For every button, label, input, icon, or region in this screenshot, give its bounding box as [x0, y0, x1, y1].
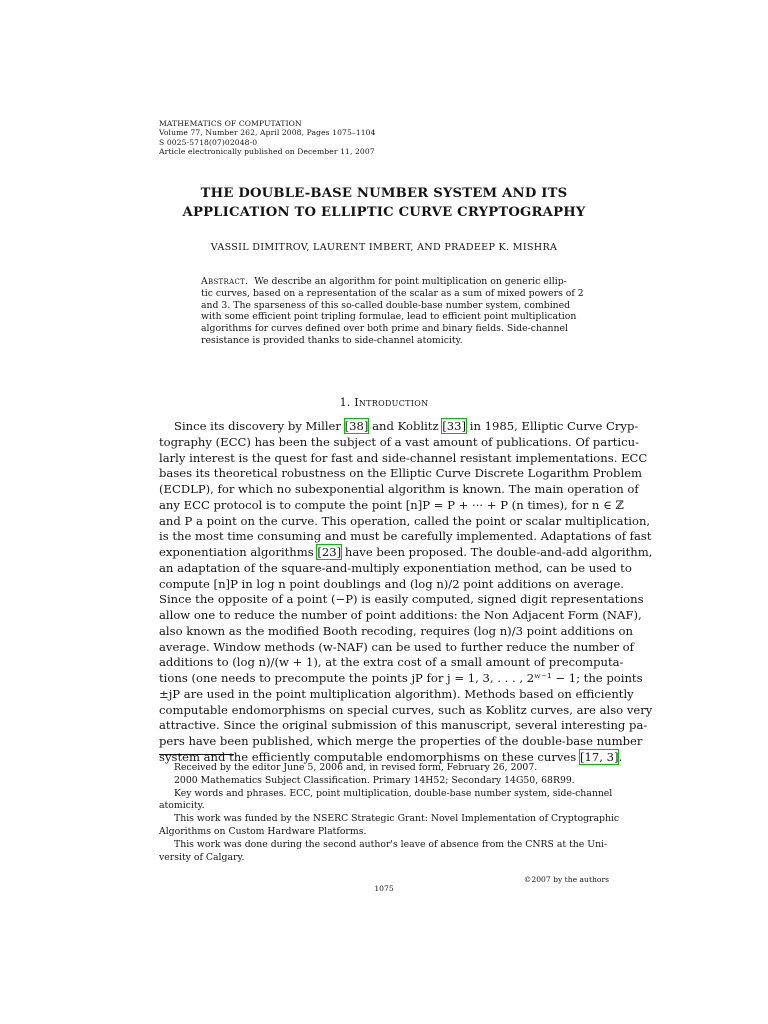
body-text-segment: bases its theoretical robustness on the Elliptic Curve Discrete Logarithm Problem [159, 466, 643, 481]
journal-published: Article electronically published on December 11, 2007 [159, 147, 375, 157]
body-text-segment: larly interest is the quest for fast and side-channel resistant implementations. ECC [159, 450, 648, 465]
section-heading [120, 396, 648, 409]
body-line [159, 671, 643, 687]
footnotes [159, 762, 620, 864]
body-text-segment: ±jP are used in the point multiplication algorithm). Methods based on efficiently [159, 686, 634, 701]
body-text-segment: computable endomorphisms on special curves, such as Koblitz curves, are also very [159, 702, 653, 717]
footnote-funding: This work was funded by the NSERC Strategic Grant: Novel Implementation of Cryptographic [174, 813, 620, 825]
journal-name: MATHEMATICS OF COMPUTATION [159, 119, 302, 128]
body-line [159, 639, 634, 656]
body-text-segment: pers have been published, which merge the properties of the double-base number [159, 734, 643, 748]
page-number: 1075 [374, 884, 394, 893]
body-line [159, 545, 653, 561]
body-line [159, 560, 632, 577]
footnote-funding-cont: Algorithms on Custom Hardware Platforms. [159, 825, 367, 837]
introduction-body [159, 419, 653, 766]
body-text-segment: tions (one needs to precompute the points jP for j = 1, 3, . . . , 2ʷ⁻¹ − 1; the points [159, 671, 643, 685]
footnote-divider [159, 754, 234, 755]
body-text-segment: is the most time consuming and must be carefully implemented. Adaptations of fast [159, 529, 652, 544]
abstract-line: tic curves, based on a representation of the scalar as a sum of mixed powers of 2 [201, 287, 584, 299]
body-text-segment: . [618, 749, 623, 764]
body-line [159, 608, 642, 624]
body-line [159, 466, 643, 482]
abstract-line [201, 276, 568, 288]
body-line [159, 702, 653, 719]
body-text-segment: attractive. Since the original submission of this manuscript, several interesting pa- [159, 718, 648, 733]
body-line [159, 513, 651, 530]
body-text-segment: tography (ECC) has been the subject of a vast amount of publications. Of particu- [159, 434, 639, 449]
body-line [159, 434, 639, 451]
body-text-segment: an adaptation of the square-and-multiply exponentiation method, can be used to [159, 560, 632, 575]
body-line [159, 419, 639, 435]
body-line [159, 734, 643, 750]
authors: VASSIL DIMITROV, LAURENT IMBERT, AND PRADEEP K. MISHRA [210, 242, 558, 253]
abstract-line: resistance is provided thanks to side-channel atomicity. [201, 334, 463, 346]
abstract-text: We describe an algorithm for point multiplication on generic ellip- [254, 276, 567, 287]
citation-link[interactable]: [23] [317, 545, 342, 559]
body-line [159, 529, 652, 545]
footnote-msc: 2000 Mathematics Subject Classification. Primary 14H52; Secondary 14G50, 68R99. [174, 774, 575, 786]
title-line-2: APPLICATION TO ELLIPTIC CURVE CRYPTOGRAPHY [182, 205, 586, 220]
citation-link[interactable]: [38] [344, 419, 369, 433]
body-line [159, 623, 633, 640]
body-text-segment: allow one to reduce the number of point additions: the Non Adjacent Form (NAF), [159, 608, 642, 622]
body-text-segment: exponentiation algorithms [159, 545, 318, 559]
body-text-segment: Since its discovery by Miller [174, 419, 345, 433]
abstract-line: with some efficient point tripling formulae, lead to efficient point multiplication [201, 311, 577, 323]
title-line-1: THE DOUBLE-BASE NUMBER SYSTEM AND ITS [200, 186, 568, 201]
body-line [159, 592, 644, 608]
body-text-segment: (ECDLP), for which no subexponential algorithm is known. The main operation of [159, 482, 639, 496]
body-text-segment: average. Window methods (w-NAF) can be used to further reduce the number of [159, 639, 634, 654]
abstract [201, 276, 584, 347]
body-line [159, 686, 634, 703]
citation-link[interactable]: [33] [442, 419, 467, 433]
body-text-segment: also known as the modified Booth recoding, requires (log n)/3 point additions on [159, 623, 633, 638]
abstract-line: and 3. The sparseness of this so-called double-base number system, combined [201, 299, 571, 311]
footnote-keywords-cont: atomicity. [159, 800, 205, 812]
journal-header [159, 119, 459, 157]
body-line [159, 482, 639, 498]
abstract-line: algorithms for curves defined over both prime and binary fields. Side-channel [201, 323, 568, 335]
body-text-segment: compute [n]P in log n point doublings and (log n)/2 point additions on average. [159, 576, 624, 591]
body-line [159, 576, 624, 593]
footnote-leave: This work was done during the second author's leave of absence from the CNRS at the Uni- [174, 838, 608, 850]
body-text-segment: in 1985, Elliptic Curve Cryp- [466, 419, 639, 433]
body-line [159, 655, 624, 671]
abstract-label: Abstract. [201, 276, 249, 287]
body-text-segment: system and the efficiently computable endomorphisms on these curves [159, 749, 580, 764]
section-number: 1. [339, 396, 351, 409]
footnote-keywords: Key words and phrases. ECC, point multiplication, double-base number system, side-channel [174, 787, 613, 799]
footnote-received: Received by the editor June 5, 2006 and, in revised form, February 26, 2007. [174, 762, 538, 773]
body-text-segment: any ECC protocol is to compute the point [n]P = P + ··· + P (n times), for n ∈ ℤ [159, 497, 624, 512]
citation-link[interactable]: [17, 3] [579, 749, 619, 764]
body-text-segment: have been proposed. The double-and-add algorithm, [341, 545, 653, 559]
body-text-segment: and Koblitz [368, 419, 443, 433]
body-text-segment: Since the opposite of a point (−P) is easily computed, signed digit representations [159, 592, 644, 607]
body-text-segment: and P a point on the curve. This operation, called the point or scalar multiplication, [159, 513, 651, 528]
copyright-notice: ©2007 by the authors [523, 875, 609, 884]
body-text-segment: additions to (log n)/(w + 1), at the extra cost of a small amount of precomputa- [159, 655, 624, 670]
section-title: Introduction [354, 396, 429, 409]
body-line [159, 497, 624, 514]
footnote-leave-cont: versity of Calgary. [159, 851, 245, 863]
paper-title [120, 184, 648, 222]
journal-doi: S 0025-5718(07)02048-0 [159, 137, 258, 147]
body-line [159, 450, 648, 467]
journal-volume: Volume 77, Number 262, April 2008, Pages 1075–1104 [159, 128, 376, 138]
body-line [159, 718, 648, 734]
